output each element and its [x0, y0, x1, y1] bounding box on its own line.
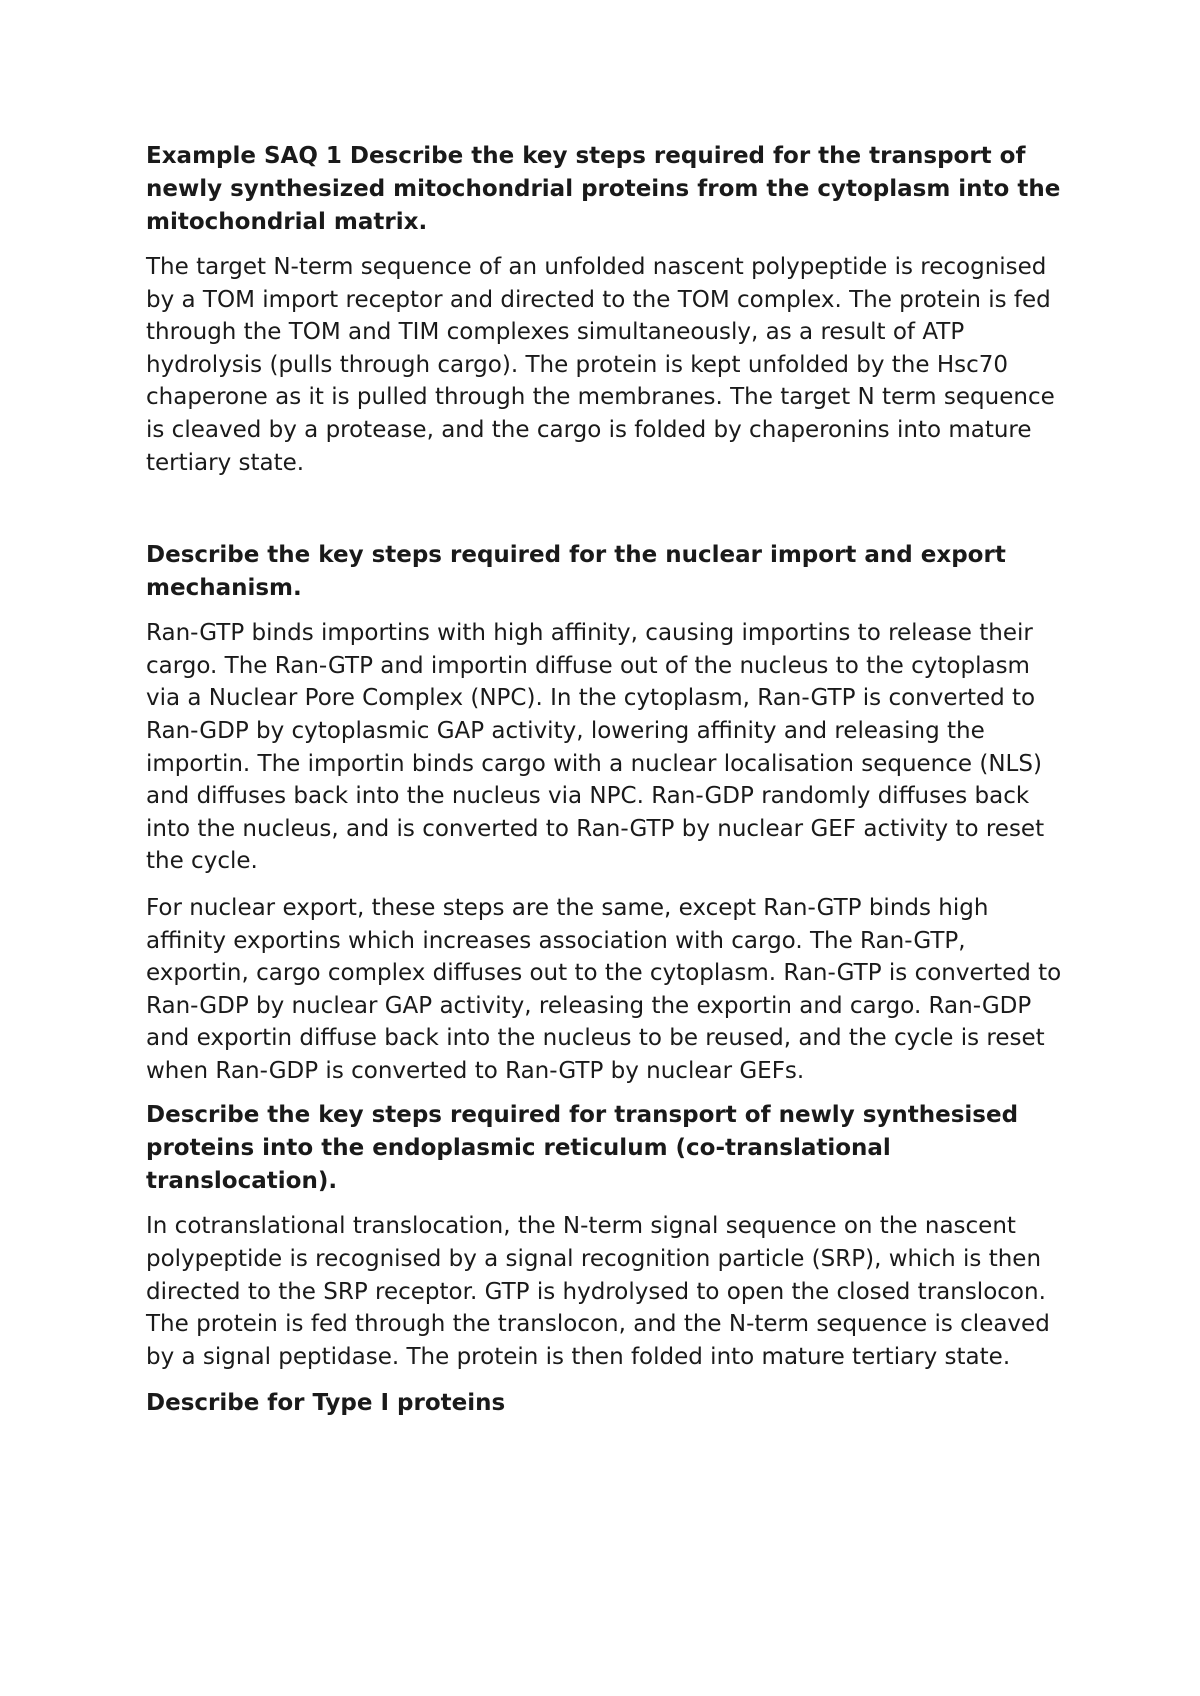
paragraph-nuclear-export: For nuclear export, these steps are the same, except Ran-GTP binds high affinity exportins which increases association with cargo. The Ran-GTP, exportin, cargo complex diffuses out to the cytoplasm. Ran-GTP is converted to Ran-GDP by nuclear GAP activity, releasing the exportin and cargo. Ran-GDP and exportin diffuse back into the nucleus to be reused, and the cycle is reset when Ran-GDP is converted to Ran-GTP by nuclear GEFs.: [146, 894, 1062, 1084]
paragraph-er-translocation: In cotranslational translocation, the N-term signal sequence on the nascent polypeptide is recognised by a signal recognition particle (SRP), which is then directed to the SRP receptor. GTP is hydrolysed to open the closed translocon. The protein is fed through the translocon, and the N-term sequence is cleaved by a signal peptidase. The protein is then folded into mature tertiary state.: [146, 1213, 1050, 1370]
paragraph-nuclear-import: Ran-GTP binds importins with high affinity, causing importins to release their cargo. The Ran-GTP and importin diffuse out of the nucleus to the cytoplasm via a Nuclear Pore Complex (NPC). In the cytoplasm, Ran-GTP is converted to Ran-GDP by cytoplasmic GAP activity, lowering affinity and releasing the importin. The importin binds cargo with a nuclear localisation sequence (NLS) and diffuses back into the nucleus via NPC. Ran-GDP randomly diffuses back into the nucleus, and is converted to Ran-GTP by nuclear GEF activity to reset the cycle.: [146, 620, 1045, 875]
document-page: [146, 140, 1066, 1420]
section-heading-er: Describe the key steps required for transport of newly synthesised proteins into the endoplasmic reticulum (co-translational translocation).: [146, 1102, 1019, 1195]
paragraph-mitochondrial-answer: The target N-term sequence of an unfolded nascent polypeptide is recognised by a TOM import receptor and directed to the TOM complex. The protein is fed through the TOM and TIM complexes simultaneously, as a result of ATP hydrolysis (pulls through cargo). The protein is kept unfolded by the Hsc70 chaperone as it is pulled through the membranes. The target N term sequence is cleaved by a protease, and the cargo is folded by chaperonins into mature tertiary state.: [146, 254, 1055, 476]
section-heading-mitochondrial: Example SAQ 1 Describe the key steps required for the transport of newly synthesized mitochondrial proteins from the cytoplasm into the mitochondrial matrix.: [146, 143, 1061, 235]
section-heading-nuclear: Describe the key steps required for the nuclear import and export mechanism.: [146, 542, 1006, 602]
section-heading-type-i: Describe for Type I proteins: [146, 1390, 506, 1417]
